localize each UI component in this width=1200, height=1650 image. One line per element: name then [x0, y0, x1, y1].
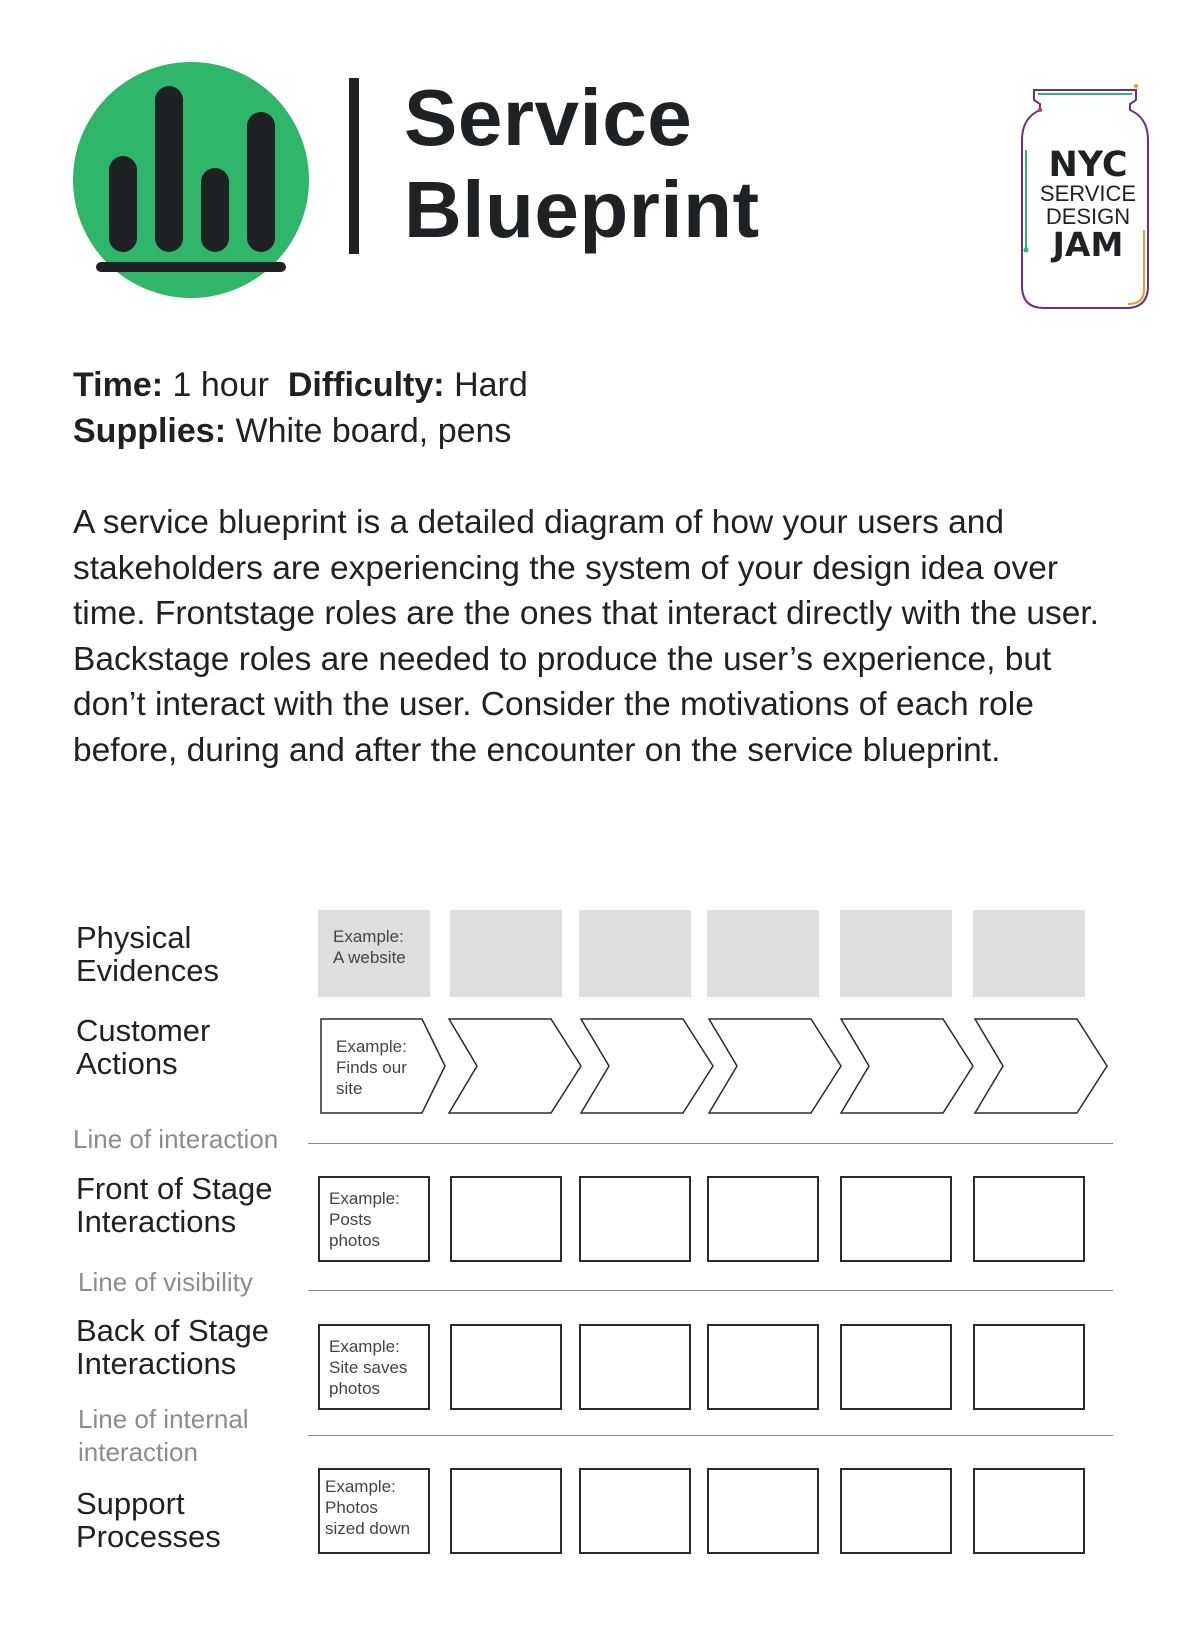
customer-action-example: Example: Finds our site	[336, 1037, 407, 1098]
logo-bar-3	[201, 168, 229, 252]
support-process-cell	[450, 1468, 562, 1554]
physical-evidence-cell	[973, 910, 1085, 997]
line-of-internal-interaction-label	[78, 1403, 249, 1469]
front-stage-cell	[318, 1176, 430, 1262]
page-title-line1: Service	[404, 73, 693, 162]
support-process-example: Example: Photos sized down	[325, 1477, 411, 1538]
support-process-cell	[707, 1468, 819, 1554]
logo-baseline	[96, 262, 286, 272]
line-of-interaction-label: Line of interaction	[73, 1124, 279, 1154]
support-process-cell	[973, 1468, 1085, 1554]
customer-action-chevron	[975, 1019, 1107, 1113]
line-of-visibility	[308, 1290, 1113, 1291]
physical-evidence-cell	[579, 910, 691, 997]
back-stage-cell	[840, 1324, 952, 1410]
row-label-line: Support	[76, 1486, 185, 1521]
back-stage-example: Example: Site saves photos	[329, 1337, 408, 1398]
row-label-line: Back of Stage	[76, 1313, 270, 1348]
description-paragraph: A service blueprint is a detailed diagram of how your users and stakeholders are experiencing the system of your design idea over time. Frontstage roles are the ones that interact directly with the user. Backstage roles are needed to produce the user’s experience, but don’t interact with the user. Consider the motivations of each role before, during and after the encounter on the service blueprint.	[73, 504, 1099, 769]
customer-action-chevron	[841, 1019, 973, 1113]
customer-action-chevron	[581, 1019, 713, 1113]
logo-bar-1	[109, 156, 137, 252]
meta-supplies	[73, 408, 511, 454]
row-label-line: Customer	[76, 1013, 211, 1048]
jam-logo-service: SERVICE	[1039, 181, 1137, 206]
row-label-customer-actions	[76, 1014, 210, 1080]
nyc-service-design-jam-logo	[1010, 80, 1160, 318]
back-stage-cell	[318, 1324, 430, 1410]
logo-bar-4	[247, 112, 275, 252]
front-stage-example: Example: Posts photos	[329, 1189, 400, 1250]
meta-time-difficulty	[73, 362, 528, 408]
line-of-interaction	[308, 1143, 1113, 1144]
supplies-value: White board, pens	[235, 412, 512, 450]
customer-action-chevron	[449, 1019, 581, 1113]
front-stage-cell	[840, 1176, 952, 1262]
line-of-visibility-label: Line of visibility	[78, 1267, 253, 1297]
row-label-line: Processes	[76, 1519, 221, 1554]
row-label-support-processes	[76, 1487, 221, 1553]
row-label-line: Front of Stage	[76, 1171, 273, 1206]
title-divider	[349, 78, 359, 254]
physical-evidence-cell	[450, 910, 562, 997]
back-stage-cell	[707, 1324, 819, 1410]
customer-actions-chevrons	[300, 1010, 1120, 1120]
support-process-cell	[318, 1468, 430, 1554]
line-label-line: Line of internal	[78, 1404, 249, 1434]
physical-evidence-cell	[707, 910, 819, 997]
customer-action-chevron	[709, 1019, 841, 1113]
physical-evidence-cell	[318, 910, 430, 997]
row-label-line: Physical	[76, 920, 192, 955]
support-process-cell	[840, 1468, 952, 1554]
row-label-physical-evidences	[76, 921, 219, 987]
physical-evidence-example: Example: A website	[333, 927, 406, 967]
front-stage-cell	[450, 1176, 562, 1262]
difficulty-value: Hard	[454, 366, 528, 404]
jam-logo-design: DESIGN	[1045, 204, 1131, 229]
front-stage-cell	[973, 1176, 1085, 1262]
row-label-line: Interactions	[76, 1346, 237, 1381]
front-stage-cell	[707, 1176, 819, 1262]
time-label: Time:	[73, 366, 164, 404]
difficulty-label: Difficulty:	[287, 366, 445, 404]
row-label-line: Evidences	[76, 953, 220, 988]
back-stage-cell	[973, 1324, 1085, 1410]
row-label-front-of-stage	[76, 1172, 272, 1238]
logo-bar-2	[155, 86, 183, 252]
back-stage-cell	[579, 1324, 691, 1410]
back-stage-cell	[450, 1324, 562, 1410]
row-label-line: Actions	[76, 1046, 178, 1081]
page-title	[404, 72, 760, 256]
time-value: 1 hour	[172, 366, 269, 404]
front-stage-cell	[579, 1176, 691, 1262]
jam-logo-nyc: NYC	[1048, 145, 1128, 185]
row-label-back-of-stage	[76, 1314, 269, 1380]
supplies-label: Supplies:	[73, 412, 227, 450]
page-title-line2: Blueprint	[404, 165, 760, 254]
jam-logo-jam: JAM	[1052, 225, 1124, 264]
line-of-internal-interaction	[308, 1435, 1113, 1436]
row-label-line: Interactions	[76, 1204, 237, 1239]
support-process-cell	[579, 1468, 691, 1554]
line-label-line: interaction	[78, 1437, 198, 1467]
physical-evidence-cell	[840, 910, 952, 997]
